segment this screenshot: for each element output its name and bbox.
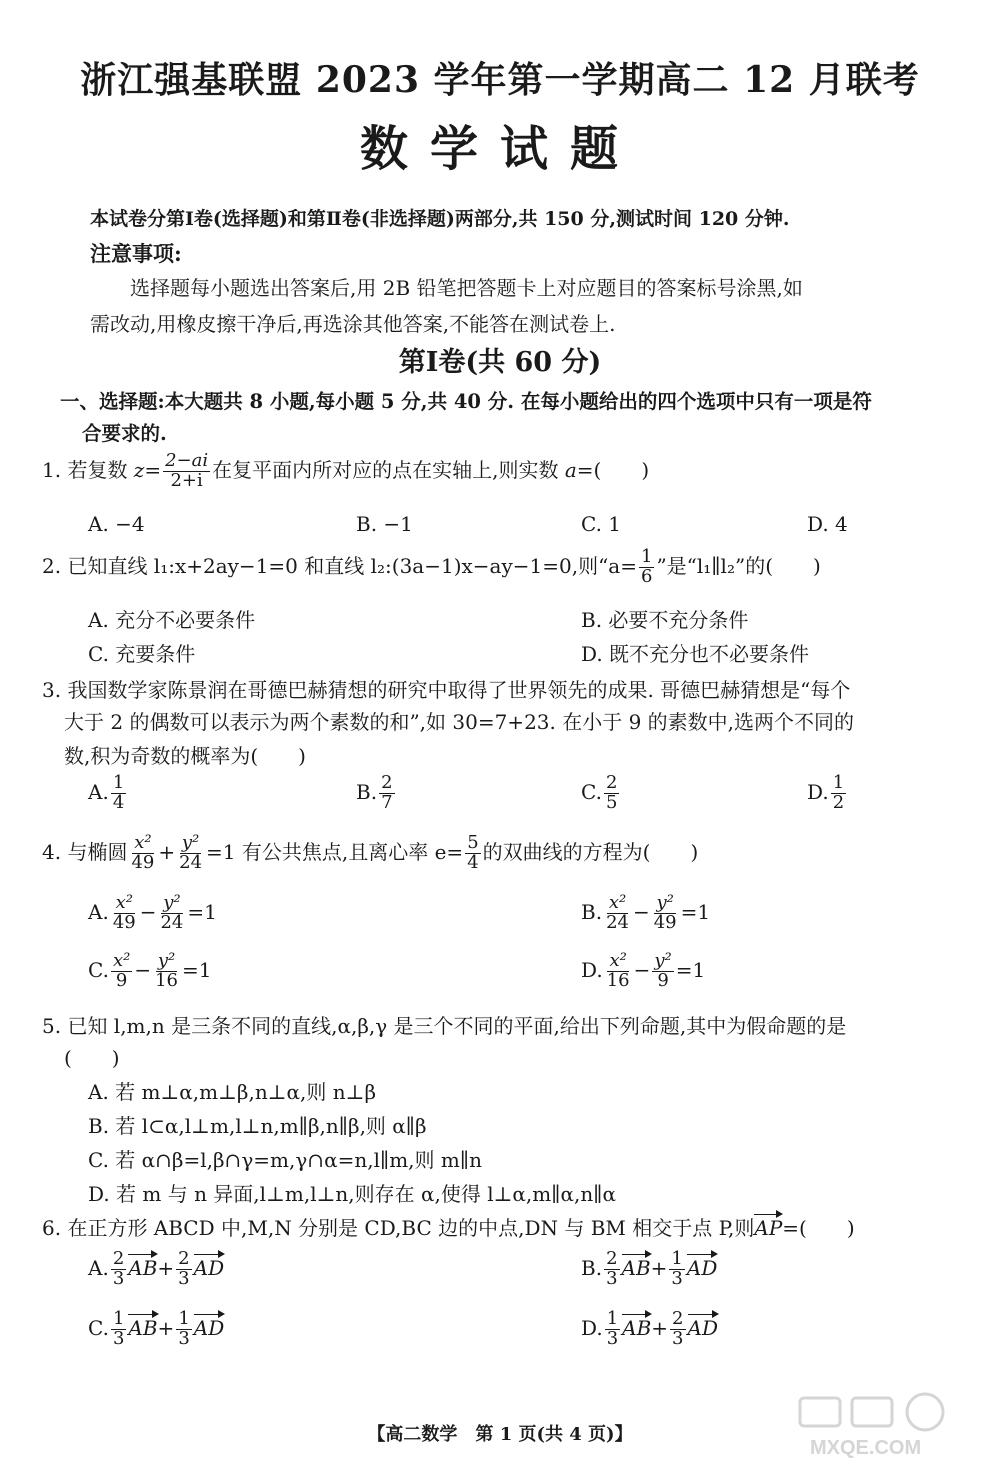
watermark-logo-icon [790,1390,960,1460]
q3-option-a: A. $\frac{1}{4}$ [88,772,125,813]
q3-option-c: C. $\frac{2}{5}$ [581,772,618,813]
q5-option-d: D. 若 m 与 n 异面,l⊥m,l⊥n,则存在 α,使得 l⊥α,m∥α,n∥α [88,1182,616,1206]
q6-option-c: C. $\frac{1}{3}$ AB+ $\frac{1}{3}$ AD [88,1308,225,1349]
q2-fraction: $\frac{1}{6}$ [641,546,653,587]
vector-ap: AP [754,1216,783,1240]
q5-option-a: A. 若 m⊥α,m⊥β,n⊥α,则 n⊥β [88,1080,377,1104]
question-1: 1. 若复数 z= $\frac{2-ai}{2+i}$ 在复平面内所对应的点在实轴上,则实数 a=( ) [42,450,650,491]
q5-option-c: C. 若 α∩β=l,β∩γ=m,γ∩α=n,l∥m,则 m∥n [88,1148,482,1172]
q4-option-c: C. $\frac{\text{x²}}{9}$ − $\frac{\text{y²}}{16}$ =1 [88,950,212,991]
q6-option-b: B. $\frac{2}{3}$ AB+ $\frac{1}{3}$ AD [581,1248,718,1289]
question-4: 4. 与椭圆 $\frac{\text{x²}}{49}$ + $\frac{\text{y²}}{24}$ =1 有公共焦点,且离心率 e= $\frac{5}{4}$ 的双曲线的方程为( ) [42,832,699,873]
q2-option-a: A. 充分不必要条件 [88,608,256,632]
question-3-line-1: 3. 我国数学家陈景润在哥德巴赫猜想的研究中取得了世界领先的成果. 哥德巴赫猜想是“每个 [42,678,851,702]
q2-option-c: C. 充要条件 [88,642,196,666]
q6-option-a: A. $\frac{2}{3}$ AB+ $\frac{2}{3}$ AD [88,1248,225,1289]
q1-fraction: $\frac{2-ai}{2+i}$ [165,450,209,491]
watermark-text: MXQE.COM [810,1437,922,1459]
q2-option-b: B. 必要不充分条件 [581,608,749,632]
notice-line-2: 需改动,用橡皮擦干净后,再选涂其他答案,不能答在测试卷上. [90,312,616,336]
notice-heading: 注意事项: [90,241,182,266]
q1-option-b: B. −1 [356,512,413,536]
q1-option-d: D. 4 [807,512,848,536]
q2-option-d: D. 既不充分也不必要条件 [581,642,810,666]
q1-option-c: C. 1 [581,512,622,536]
question-3-line-2: 大于 2 的偶数可以表示为两个素数的和”,如 30=7+23. 在小于 9 的素数中,选两个不同的 [64,710,855,734]
page-footer: 【高二数学 第 1 页(共 4 页)】 [367,1424,633,1445]
section-heading-line-2: 合要求的. [82,422,167,445]
exam-intro: 本试卷分第Ⅰ卷(选择题)和第Ⅱ卷(非选择题)两部分,共 150 分,测试时间 120 分钟. [90,208,790,230]
q6-option-d: D. $\frac{1}{3}$ AB+ $\frac{2}{3}$ AD [581,1308,718,1349]
subject-title: 数学试题 [359,121,640,177]
q3-option-b: B. $\frac{2}{7}$ [356,772,393,813]
q4-option-b: B. $\frac{\text{x²}}{24}$ − $\frac{\text{y²}}{49}$ =1 [581,892,711,933]
q1-option-a: A. −4 [88,512,145,536]
notice-line-1: 选择题每小题选出答案后,用 2B 铅笔把答题卡上对应题目的答案标号涂黑,如 [130,276,803,300]
question-5-line-2: ( ) [64,1046,120,1070]
question-3-line-3: 数,积为奇数的概率为( ) [64,744,306,768]
q5-option-b: B. 若 l⊂α,l⊥m,l⊥n,m∥β,n∥β,则 α∥β [88,1114,427,1138]
part-title: 第Ⅰ卷(共 60 分) [398,347,602,378]
q4-option-d: D. $\frac{\text{x²}}{16}$ − $\frac{\text{y²}}{9}$ =1 [581,950,706,991]
question-5-line-1: 5. 已知 l,m,n 是三条不同的直线,α,β,γ 是三个不同的平面,给出下列命题,其中为假命题的是 [42,1014,847,1038]
question-6: 6. 在正方形 ABCD 中,M,N 分别是 CD,BC 边的中点,DN 与 BM 相交于点 P,则AP=( ) [42,1216,855,1240]
section-heading-line-1: 一、选择题:本大题共 8 小题,每小题 5 分,共 40 分. 在每小题给出的四个选项中只有一项是符 [60,390,872,413]
question-2: 2. 已知直线 l₁:x+2ay−1=0 和直线 l₂:(3a−1)x−ay−1=0,则“a= $\frac{1}{6}$ ”是“l₁∥l₂”的( ) [42,546,821,587]
q4-option-a: A. $\frac{\text{x²}}{49}$ − $\frac{\text{y²}}{24}$ =1 [88,892,217,933]
exam-title: 浙江强基联盟 2023 学年第一学期高二 12 月联考 [80,59,920,101]
q3-option-d: D. $\frac{1}{2}$ [807,772,845,813]
